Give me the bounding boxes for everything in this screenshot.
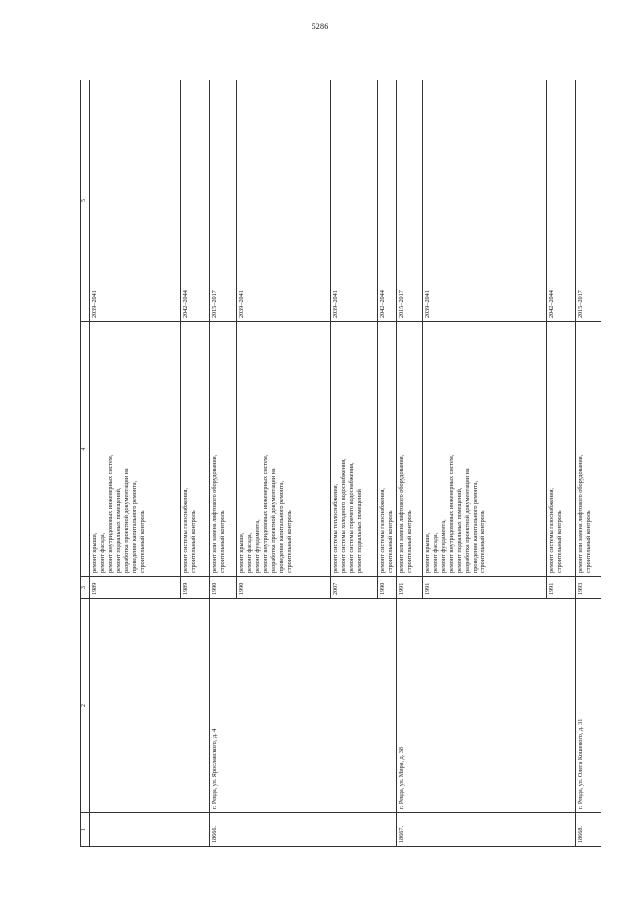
work-item: строительный контроль xyxy=(555,510,563,573)
work-item: строительный контроль xyxy=(405,510,413,573)
work-item: ремонт системы газоснабжения, xyxy=(182,488,189,573)
work-item: строительный контроль xyxy=(285,510,293,573)
work-item: ремонт или замена лифтового оборудования, xyxy=(576,454,584,573)
column-number: 3 xyxy=(81,577,90,599)
object-number-cell: 18666. xyxy=(210,813,397,847)
work-item: строительный контроль xyxy=(189,510,197,573)
year-cell: 1991 xyxy=(546,577,575,599)
table-row xyxy=(90,80,181,847)
period-cell: 2042–2044 xyxy=(378,80,397,322)
table-row xyxy=(396,80,422,847)
works-cell xyxy=(90,322,181,577)
works-cell xyxy=(181,322,210,577)
work-item: ремонт фундамента, xyxy=(253,519,261,573)
object-number-cell: 18667. xyxy=(396,813,575,847)
table-row xyxy=(210,80,237,847)
work-item: строительный контроль xyxy=(218,510,226,573)
work-item: ремонт или замена лифтового оборудования, xyxy=(211,454,218,573)
work-item: ремонт крыши, xyxy=(91,532,98,573)
work-item: проведение капитального ремонта, xyxy=(277,480,285,573)
work-item: ремонт фасада, xyxy=(245,532,253,573)
work-item: строительный контроль xyxy=(479,510,487,573)
period-cell: 2039–2041 xyxy=(237,80,331,322)
page-number: 5286 xyxy=(311,22,329,31)
works-cell xyxy=(237,322,331,577)
work-item: проведение капитального ремонта, xyxy=(130,480,138,573)
work-item: ремонт внутридомовых инженерных систем, xyxy=(447,454,455,573)
work-item: ремонт фундамента, xyxy=(439,519,447,573)
work-item: разработка проектной документации на xyxy=(463,468,471,573)
year-cell: 1990 xyxy=(378,577,397,599)
period-cell: 2039–2041 xyxy=(331,80,378,322)
work-item: ремонт системы газоснабжения, xyxy=(547,488,555,573)
year-cell: 1991 xyxy=(422,577,546,599)
work-item: ремонт подвальных помещений, xyxy=(455,487,463,573)
works-cell xyxy=(422,322,546,577)
works-cell xyxy=(331,322,378,577)
period-cell: 2015–2017 xyxy=(396,80,422,322)
work-item: разработка проектной документации на xyxy=(269,468,277,573)
rotated-page-content xyxy=(80,80,601,847)
period-cell: 2015–2017 xyxy=(575,80,601,322)
period-cell: 2015–2017 xyxy=(210,80,237,322)
works-cell xyxy=(396,322,422,577)
work-item: строительный контроль xyxy=(386,510,394,573)
object-number-cell xyxy=(90,813,210,847)
work-item: ремонт системы горячего водоснабжения, xyxy=(347,462,355,573)
work-item: ремонт системы теплоснабжения, xyxy=(332,483,339,573)
object-number-cell: 18668. xyxy=(575,813,601,847)
work-item: строительный контроль xyxy=(584,510,592,573)
year-cell: 1990 xyxy=(210,577,237,599)
address-cell: г. Ревда, ул. Ярославского, д. 4 xyxy=(210,599,397,813)
year-cell: 1990 xyxy=(237,577,331,599)
column-number-row xyxy=(81,80,90,847)
works-cell xyxy=(210,322,237,577)
column-number: 1 xyxy=(81,813,90,847)
table-frame xyxy=(80,80,601,847)
repair-schedule-table xyxy=(80,80,601,847)
year-cell: 1993 xyxy=(575,577,601,599)
address-cell xyxy=(90,599,210,813)
period-cell: 2039–2041 xyxy=(90,80,181,322)
period-cell: 2042–2044 xyxy=(181,80,210,322)
year-cell: 1991 xyxy=(396,577,422,599)
work-item: ремонт или замена лифтового оборудования, xyxy=(397,454,405,573)
work-item: строительный контроль xyxy=(138,510,146,573)
table-row xyxy=(575,80,601,847)
table-body xyxy=(81,80,602,847)
address-cell: г. Ревда, ул. Олега Кошевого, д. 31 xyxy=(575,599,601,813)
work-item: ремонт системы холодного водоснабжения, xyxy=(339,458,347,573)
year-cell: 1989 xyxy=(181,577,210,599)
period-cell: 2039–2041 xyxy=(422,80,546,322)
work-item: проведение капитального ремонта, xyxy=(471,480,479,573)
work-item: ремонт внутридомовых инженерных систем, xyxy=(261,454,269,573)
work-item: ремонт внутридомовых инженерных систем, xyxy=(106,454,114,573)
work-item: ремонт подвальных помещений, xyxy=(114,487,122,573)
column-number: 5 xyxy=(81,80,90,322)
year-cell: 2007 xyxy=(331,577,378,599)
period-cell: 2042–2044 xyxy=(546,80,575,322)
year-cell: 1989 xyxy=(90,577,181,599)
work-item: ремонт фасада, xyxy=(98,532,106,573)
column-number: 4 xyxy=(81,322,90,577)
work-item: ремонт крыши, xyxy=(238,532,245,573)
work-item: разработка проектной документации на xyxy=(122,468,130,573)
work-item: ремонт крыши, xyxy=(423,532,431,573)
work-item: ремонт подвальных помещений xyxy=(355,489,363,573)
address-cell: г. Ревда, ул. Мира, д. 38 xyxy=(396,599,575,813)
work-item: ремонт фасада, xyxy=(431,532,439,573)
column-number: 2 xyxy=(81,599,90,813)
work-item: ремонт системы газоснабжения, xyxy=(379,488,386,573)
works-cell xyxy=(378,322,397,577)
works-cell xyxy=(575,322,601,577)
works-cell xyxy=(546,322,575,577)
